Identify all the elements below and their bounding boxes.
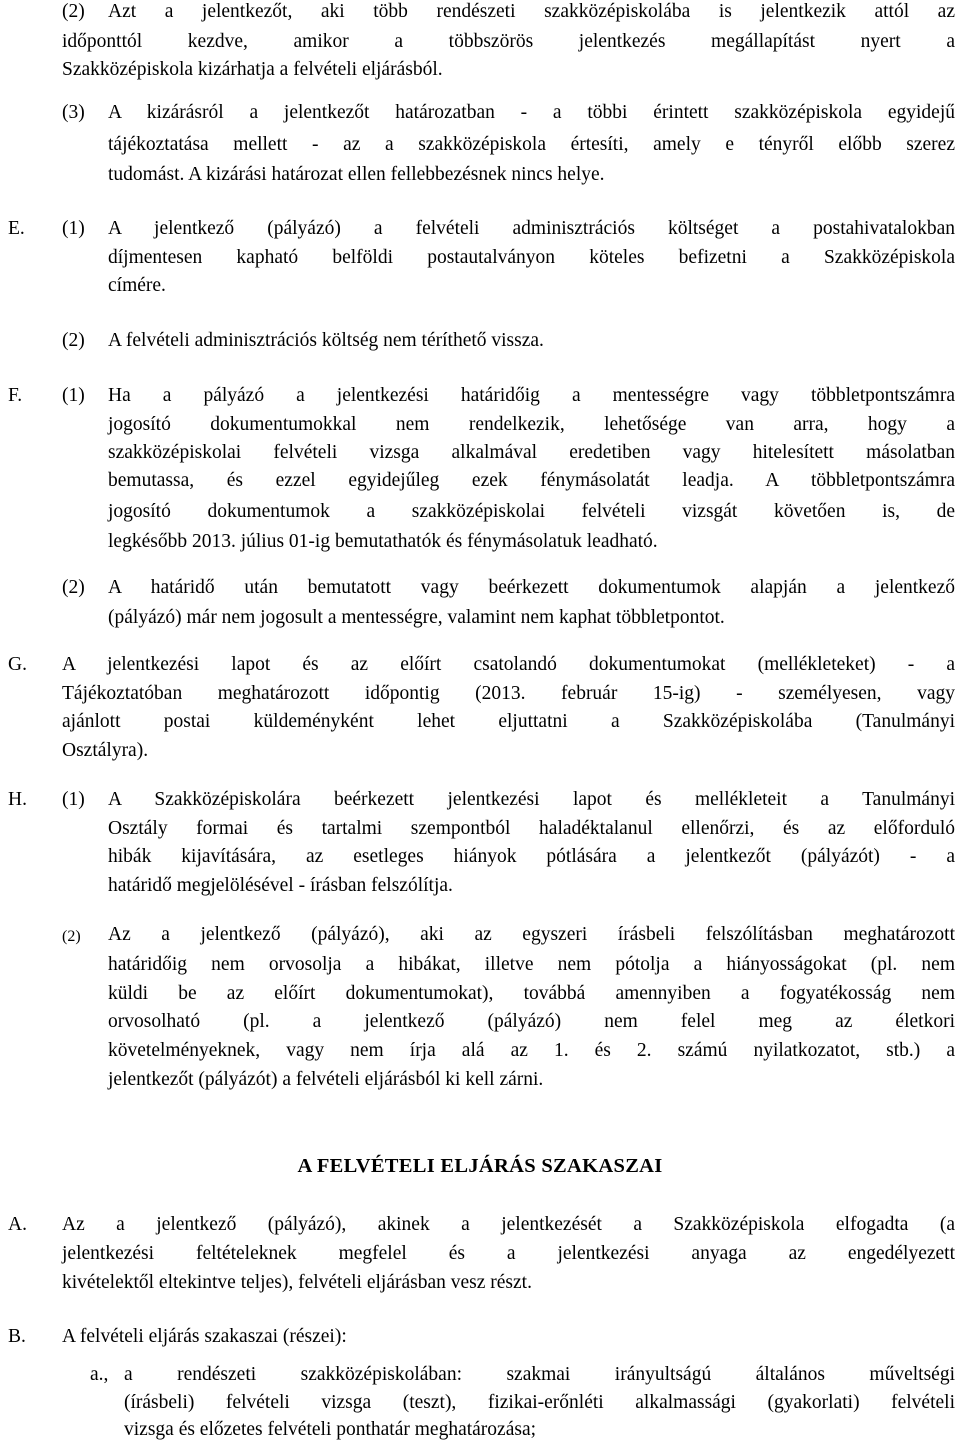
paragraph-number: (2) — [62, 577, 85, 598]
text-line: Tájékoztatóban meghatározott időpontig (2013. február 15-ig) - személyesen, vagy — [62, 683, 955, 704]
list-marker: a., — [90, 1364, 109, 1385]
text-line: (pályázó) már nem jogosult a mentességre, valamint nem kaphat többletpontot. — [108, 607, 725, 628]
section-label-g: G. — [8, 654, 27, 675]
text-line: orvosolható (pl. a jelentkező (pályázó) nem felel meg az életkori — [108, 1011, 955, 1032]
text-line: A felvételi adminisztrációs költség nem téríthető vissza. — [108, 330, 544, 351]
text-line: Az a jelentkező (pályázó), akinek a jelentkezését a Szakközépiskola elfogadta (a — [62, 1214, 955, 1235]
text-line: vizsga és előzetes felvételi ponthatár meghatározása; — [124, 1419, 537, 1440]
text-line: követelményeknek, vagy nem írja alá az 1. és 2. számú nyilatkozatot, stb.) a — [108, 1040, 955, 1061]
text-line: ajánlott postai küldeményként lehet eljuttatni a Szakközépiskolába (Tanulmányi — [62, 711, 955, 732]
section-label-b: B. — [8, 1326, 26, 1347]
text-line: jelentkezési feltételeknek megfelel és a jelentkezési anyaga az engedélyezett — [62, 1243, 955, 1264]
text-line: határidőig nem orvosolja a hibákat, illetve nem pótolja a hiányosságokat (pl. nem — [108, 954, 955, 975]
text-line: jelentkezőt (pályázót) a felvételi eljárásból ki kell zárni. — [108, 1069, 544, 1090]
text-line: Ha a pályázó a jelentkezési határidőig a mentességre vagy többletpontszámra — [108, 385, 955, 406]
section-label-f: F. — [8, 385, 23, 406]
text-line: tájékoztatása mellett - az a szakközépiskola értesíti, amely e tényről előbb szerez — [108, 134, 955, 155]
text-line: Az a jelentkező (pályázó), aki az egyszeri írásbeli felszólításban meghatározott — [108, 924, 955, 945]
text-line: tudomást. A kizárási határozat ellen fellebbezésnek nincs helye. — [108, 164, 605, 185]
text-line: A jelentkezési lapot és az előírt csatolandó dokumentumokat (mellékleteket) - a — [62, 654, 955, 675]
text-line: A határidő után bemutatott vagy beérkezett dokumentumok alapján a jelentkező — [108, 577, 955, 598]
text-line: A Szakközépiskolára beérkezett jelentkezési lapot és mellékleteit a Tanulmányi — [108, 789, 955, 810]
section-label-h: H. — [8, 789, 27, 810]
text-line: jogosító dokumentumok a szakközépiskolai felvételi vizsgát követően is, de — [108, 501, 955, 522]
paragraph-number: (1) — [62, 385, 85, 406]
paragraph-number: (2) — [62, 1, 85, 22]
text-line: időponttól kezdve, amikor a többszörös jelentkezés megállapítást nyert a — [62, 31, 955, 52]
text-line: jogosító dokumentumokkal nem rendelkezik, lehetősége van arra, hogy a — [108, 414, 955, 435]
text-line: legkésőbb 2013. július 01-ig bemutathatók és fénymásolatuk leadható. — [108, 531, 658, 552]
paragraph-number: (3) — [62, 102, 85, 123]
text-line: hibák kijavítására, az esetleges hiányok pótlására a jelentkezőt (pályázót) - a — [108, 846, 955, 867]
text-line: (írásbeli) felvételi vizsga (teszt), fizikai-erőnléti alkalmassági (gyakorlati) felvételi — [124, 1392, 955, 1413]
section-label-e: E. — [8, 218, 25, 239]
text-line: díjmentesen kapható belföldi postautalványon köteles befizetni a Szakközépiskola — [108, 247, 955, 268]
text-line: szakközépiskolai felvételi vizsga alkalmával eredetiben vagy hitelesített másolatban — [108, 442, 955, 463]
text-line: Osztályra). — [62, 740, 149, 761]
text-line: Szakközépiskola kizárhatja a felvételi eljárásból. — [62, 59, 443, 80]
paragraph-number: (1) — [62, 789, 85, 810]
paragraph-number: (2) — [62, 928, 81, 945]
text-line: a rendészeti szakközépiskolában: szakmai irányultságú általános műveltségi — [124, 1364, 955, 1385]
paragraph-number: (1) — [62, 218, 85, 239]
text-line: címére. — [108, 275, 166, 296]
text-line: kivételektől eltekintve teljes), felvételi eljárásban vesz részt. — [62, 1272, 532, 1293]
text-line: határidő megjelölésével - írásban felszólítja. — [108, 875, 453, 896]
text-line: A jelentkező (pályázó) a felvételi adminisztrációs költséget a postahivatalokban — [108, 218, 955, 239]
text-line: Azt a jelentkezőt, aki több rendészeti szakközépiskolába is jelentkezik attól az — [108, 1, 955, 22]
paragraph-number: (2) — [62, 330, 85, 351]
text-line: A kizárásról a jelentkezőt határozatban - a többi érintett szakközépiskola egyidejű — [108, 102, 955, 123]
text-line: Osztály formai és tartalmi szempontból haladéktalanul ellenőrzi, és az előforduló — [108, 818, 955, 839]
text-line: bemutassa, és ezzel egyidejűleg ezek fénymásolatát leadja. A többletpontszámra — [108, 470, 955, 491]
text-line: A felvételi eljárás szakaszai (részei): — [62, 1326, 347, 1347]
text-line: küldi be az előírt dokumentumokat), továbbá amennyiben a fogyatékosság nem — [108, 983, 955, 1004]
section-label-a: A. — [8, 1214, 27, 1235]
section-heading: A FELVÉTELI ELJÁRÁS SZAKASZAI — [297, 1155, 663, 1177]
